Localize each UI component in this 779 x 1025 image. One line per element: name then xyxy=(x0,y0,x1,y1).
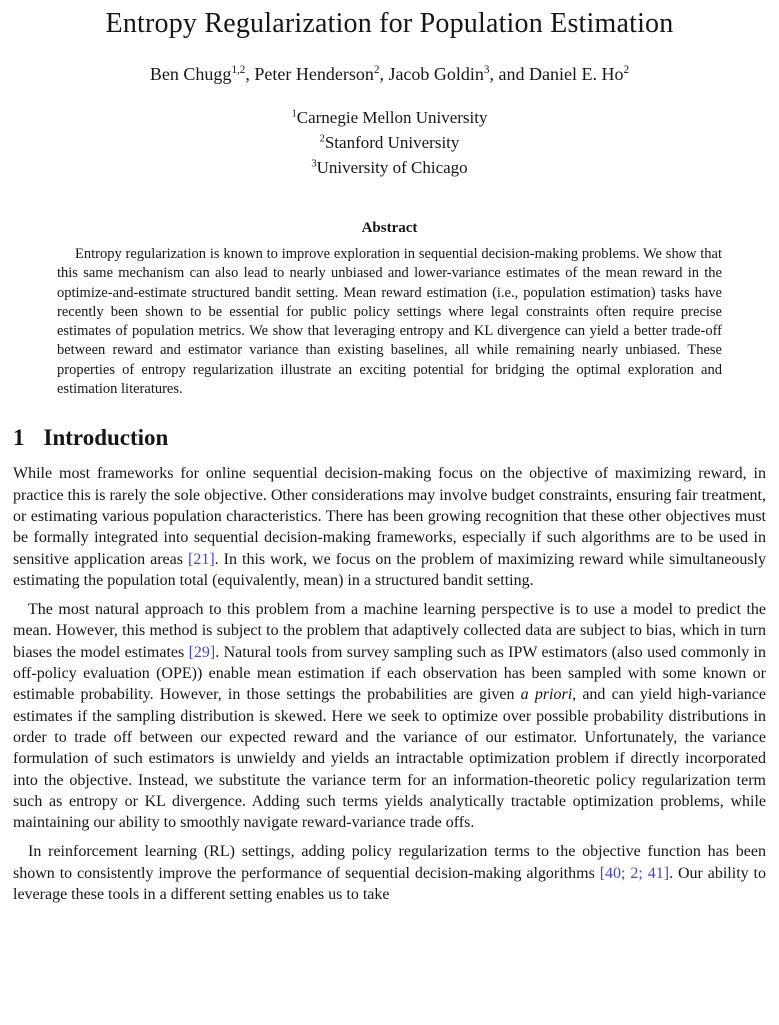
text-run: . Our ability to leverage these tools in a different setting enables us to take xyxy=(13,864,766,904)
text-run: , and can yield high-variance estimates if the sampling distribution is skewed. Here we seek to optimize over possible probability distributions in order to trade off between our expected reward and the variance of our estimator. Unfortunately, the variance formulation of such estimators is unwieldy and yields an intractable optimization problem if directly incorporated into the objective. Instead, we substitute the variance term for an information-theoretic policy regularization term such as entropy or KL divergence. Adding such terms yields analytically tractable optimization problems, while maintaining our ability to smoothly navigate reward-variance trade offs. xyxy=(13,686,767,832)
intro-paragraph-2 xyxy=(13,599,766,833)
affiliation-name: Carnegie Mellon University xyxy=(296,108,488,127)
emphasis-text: a priori xyxy=(520,686,573,704)
affiliation-marker: 1 xyxy=(291,108,297,120)
author xyxy=(150,64,254,84)
citation-link[interactable]: [40; 2; 41] xyxy=(599,864,670,882)
author-name: Jacob Goldin xyxy=(388,64,484,84)
paper-title: Entropy Regularization for Population Estimation xyxy=(105,8,674,39)
affiliation-marker: 2 xyxy=(319,133,325,145)
section-title: Introduction xyxy=(43,425,169,451)
author xyxy=(254,64,388,84)
section-number: 1 xyxy=(13,425,25,451)
author-separator: , xyxy=(245,64,255,84)
abstract-text: Entropy regularization is known to improve exploration in sequential decision-making problems. We show that this same mechanism can also lead to nearly unbiased and lower-variance estimates of the mean reward in the optimize-and-estimate structured bandit setting. Mean reward estimation (i.e., population estimation) tasks have recently been shown to be essential for public policy settings where legal constraints often require precise estimates of population metrics. We show that leveraging entropy and KL divergence can yield a better trade-off between reward and estimator variance than existing baselines, all while remaining nearly unbiased. These properties of entropy regularization illustrate an exciting potential for bridging the optimal exploration and estimation literatures. xyxy=(57,246,722,398)
affiliation-list xyxy=(13,105,766,180)
text-run: In reinforcement learning (RL) settings, adding policy regularization terms to the objective function has been shown to consistently improve the performance of sequential decision-making algorithms xyxy=(13,843,766,882)
citation-link[interactable]: [21] xyxy=(188,550,215,568)
text-run: The most natural approach to this problem from a machine learning perspective is to use a model to predict the mean. However, this method is subject to the problem that adaptively collected data are subject to bias, which in turn biases the model estimates xyxy=(13,601,766,661)
author-name: Peter Henderson xyxy=(254,64,374,84)
affiliation xyxy=(13,105,766,130)
author xyxy=(388,64,529,84)
text-run: While most frameworks for online sequential decision-making focus on the objective of maximizing reward, in practice this is rarely the sole objective. Other considerations may involve budget constraints, ensuring fair treatment, or estimating various population characteristics. There has been growing recognition that these other objectives must be formally integrated into sequential decision-making frameworks, especially if such algorithms are to be used in sensitive application areas xyxy=(13,465,766,568)
author-separator: , and xyxy=(489,64,529,84)
affiliation-name: Stanford University xyxy=(324,133,460,152)
text-run: . In this work, we focus on the problem of maximizing reward while simultaneously estimating the population total (equivalently, mean) in a structured bandit setting. xyxy=(13,550,767,589)
author-affiliation-marker: 2 xyxy=(623,64,630,76)
author-separator: , xyxy=(379,64,389,84)
citation-link[interactable]: [29] xyxy=(188,643,216,661)
abstract-section xyxy=(13,220,766,399)
text-run: . Natural tools from survey sampling such as IPW estimators (also used commonly in off-policy evaluation (OPE)) enable mean estimation if each observation has been sampled with some known or estimable probability. However, in those settings the probabilities are given xyxy=(13,643,766,704)
section-heading-introduction xyxy=(13,425,766,451)
affiliation-name: University of Chicago xyxy=(316,158,468,177)
author-affiliation-marker: 3 xyxy=(483,64,490,76)
author-name: Daniel E. Ho xyxy=(529,64,624,84)
intro-paragraph-3 xyxy=(13,841,766,905)
affiliation-marker: 3 xyxy=(311,158,317,170)
author xyxy=(529,64,629,84)
author-line xyxy=(13,64,766,85)
affiliation xyxy=(13,155,766,180)
abstract-heading: Abstract xyxy=(361,220,418,236)
author-affiliation-marker: 2 xyxy=(373,64,380,76)
intro-paragraph-1 xyxy=(13,463,766,591)
author-affiliation-marker: 1,2 xyxy=(231,64,246,76)
affiliation xyxy=(13,130,766,155)
author-name: Ben Chugg xyxy=(149,64,232,84)
